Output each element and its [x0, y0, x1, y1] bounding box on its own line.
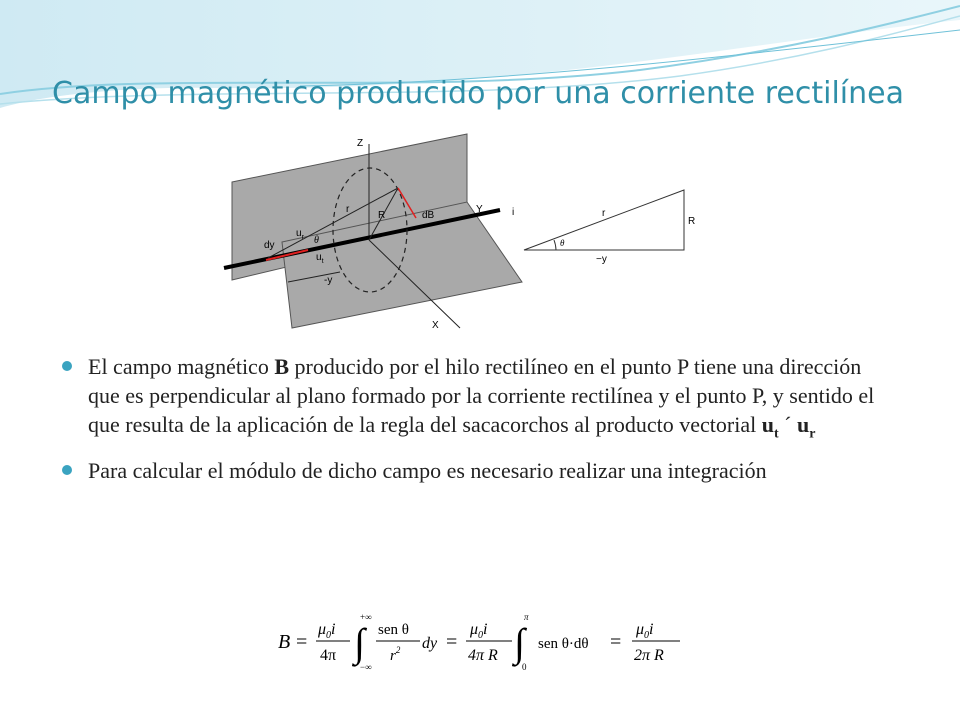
bullet-dot: [62, 361, 72, 371]
bullet-list: [62, 352, 882, 493]
svg-text:sen θ: sen θ: [378, 622, 409, 638]
bullet-dot: [62, 465, 72, 475]
svg-text:+∞: +∞: [360, 612, 372, 622]
svg-text:∫: ∫: [514, 620, 525, 665]
y-label: Y: [476, 204, 483, 215]
bullet-1: El campo magnético B producido por el hilo rectilíneo en el punto P tiene una dirección que es perpendicular al plano formado por la corriente rectilínea y el punto P, y sentido el que resulta de la aplicación de la regla del sacacorchos al producto vectorial $u_t$ ´ $u_r$: [62, 352, 882, 448]
neg-y-label: -y: [324, 275, 333, 286]
tri-theta-label: θ: [560, 238, 565, 248]
slide-title: Campo magnético producido por una corriente rectilínea: [52, 76, 904, 111]
biot-savart-formula: [276, 610, 696, 672]
svg-text:dy: dy: [422, 635, 438, 652]
svg-text:=: =: [296, 631, 308, 653]
theta-label: θ: [314, 235, 319, 246]
svg-text:−∞: −∞: [360, 662, 372, 672]
R-label: R: [378, 210, 386, 221]
integral-sign: ∫: [354, 620, 365, 665]
wire-field-diagram: [222, 132, 700, 332]
bullet-2: Para calcular el módulo de dicho campo es necesario realizar una integración: [62, 456, 882, 485]
dy-label: dy: [264, 240, 275, 251]
svg-text:r2: $r^2$: [390, 645, 401, 664]
svg-text:4π: 4π: [320, 647, 337, 664]
tri-neg-y-label: −y: [596, 254, 607, 265]
svg-text:=: =: [610, 631, 622, 653]
svg-text:π: π: [524, 612, 529, 622]
svg-text:μ0i: $\mu_0i$: [318, 621, 336, 641]
svg-text:4π R: 4π R: [468, 647, 498, 664]
svg-text:μ0i: $\mu_0i$: [470, 621, 488, 641]
svg-text:2π R: 2π R: [634, 647, 664, 664]
svg-text:B: B: [278, 631, 291, 653]
svg-text:0: 0: [522, 662, 527, 672]
x-label: X: [432, 320, 439, 331]
z-label: Z: [357, 138, 364, 149]
tri-R-label: R: [688, 216, 696, 227]
r-label: r: [346, 204, 350, 215]
ur-label: $u_r$: [296, 228, 304, 241]
ut-label: $u_t$: [316, 252, 324, 265]
tri-r-label: r: [602, 208, 606, 219]
current-label: i: [512, 207, 515, 218]
svg-text:sen θ·dθ: sen θ·dθ: [538, 636, 589, 652]
svg-text:=: =: [446, 631, 458, 653]
dB-label: dB: [422, 210, 435, 221]
svg-text:μ0i: $\mu_0i$: [636, 621, 654, 641]
